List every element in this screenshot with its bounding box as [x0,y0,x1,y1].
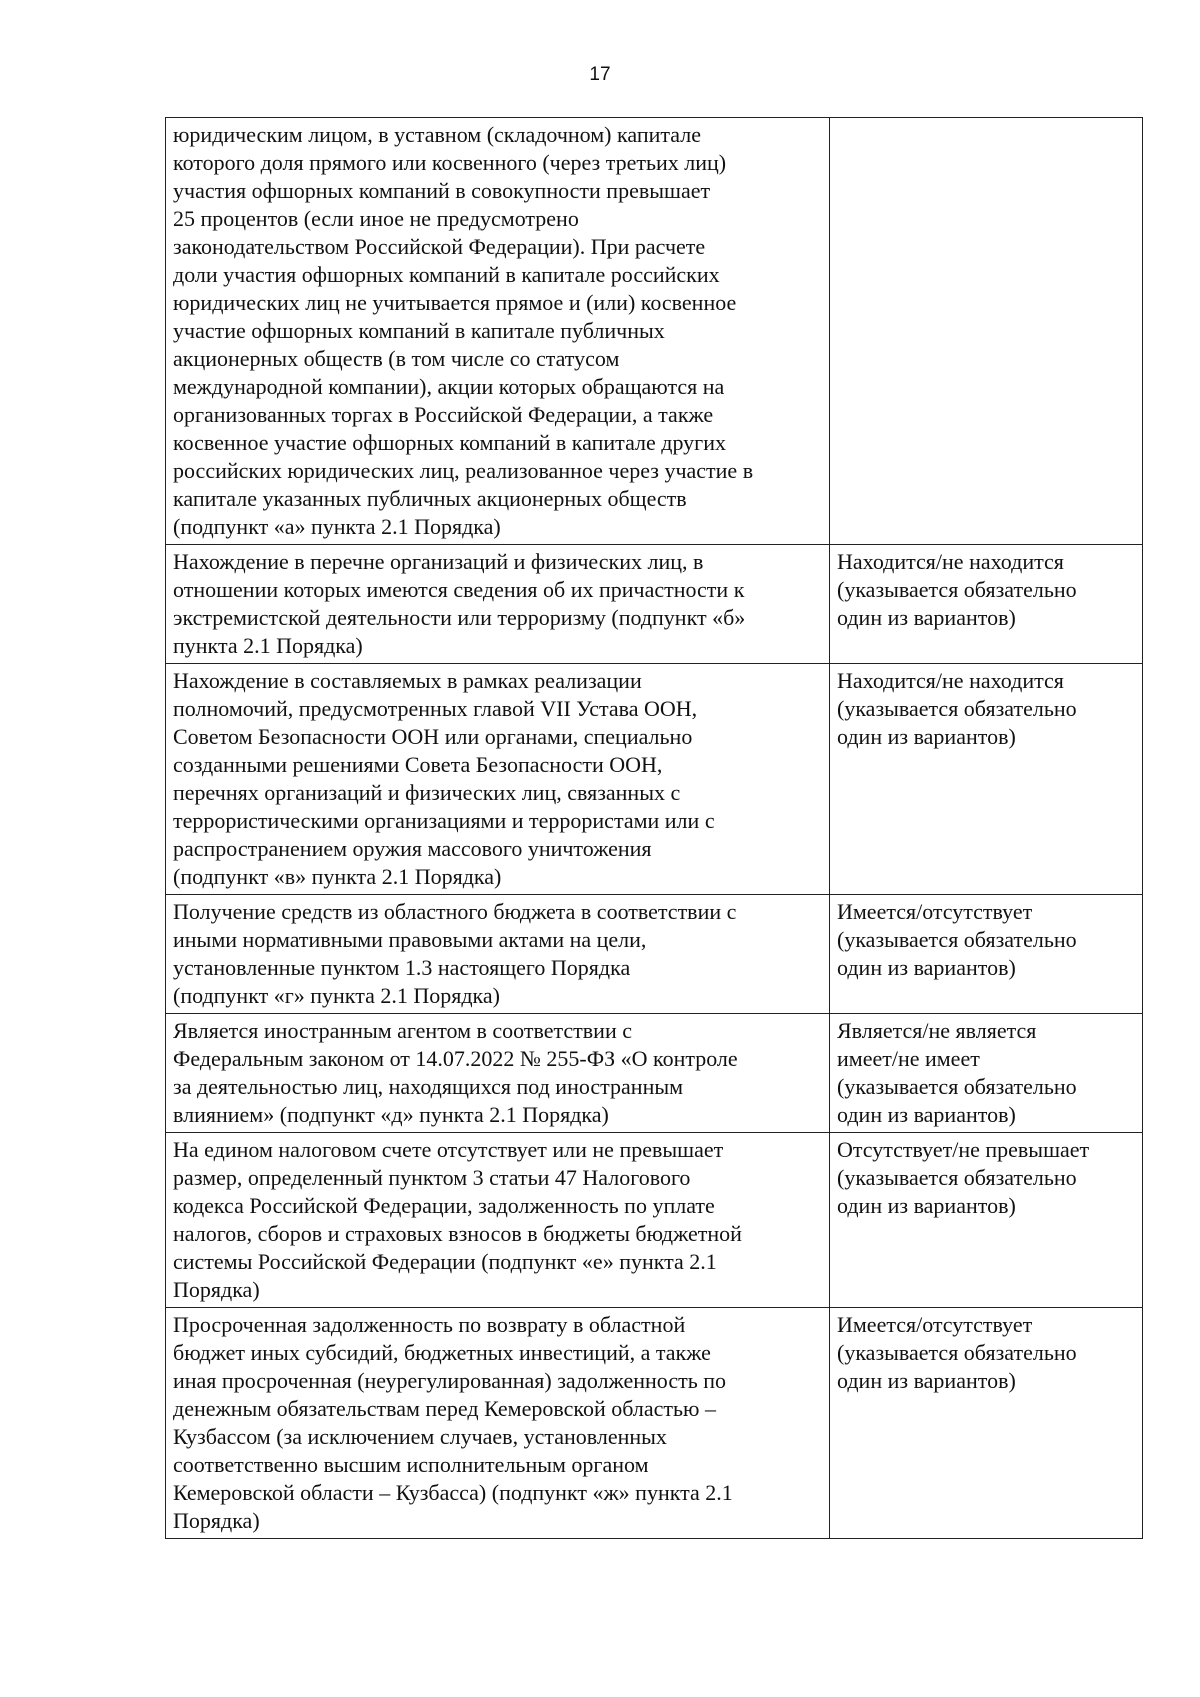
value-text-line: один из вариантов) [837,1193,1016,1218]
value-cell [830,895,1143,1014]
criterion-text-line: экстремистской деятельности или терроризму (подпункт «б» [173,605,746,630]
criterion-text-line: участие офшорных компаний в капитале публичных [173,318,665,343]
criterion-text-line: распространением оружия массового уничтожения [173,836,652,861]
criterion-text-line: отношении которых имеются сведения об их причастности к [173,577,745,602]
criterion-text-line: которого доля прямого или косвенного (через третьих лиц) [173,150,727,175]
table-row [166,1308,1143,1539]
value-text-line: (указывается обязательно [837,1074,1077,1099]
criterion-text-line: иными нормативными правовыми актами на цели, [173,927,647,952]
value-text-line: (указывается обязательно [837,1165,1077,1190]
criterion-text-line: Нахождение в перечне организаций и физических лиц, в [173,549,704,574]
criterion-text-line: террористическими организациями и террористами или с [173,808,715,833]
criterion-text-line: Порядка) [173,1277,260,1302]
value-text-line: (указывается обязательно [837,577,1077,602]
value-text-line: Является/не является [837,1018,1037,1043]
criterion-text-line: российских юридических лиц, реализованное через участие в [173,458,754,483]
criterion-text-line: за деятельностью лиц, находящихся под иностранным [173,1074,684,1099]
criterion-text-line: акционерных обществ (в том числе со статусом [173,346,620,371]
criteria-table [165,117,1143,1539]
criterion-text-line: юридическим лицом, в уставном (складочном) капитале [173,122,701,147]
value-cell [830,664,1143,895]
value-text-line: один из вариантов) [837,1368,1016,1393]
criterion-cell [166,664,830,895]
criterion-text-line: законодательством Российской Федерации). При расчете [173,234,706,259]
criterion-text-line: юридических лиц не учитывается прямое и (или) косвенное [173,290,737,315]
value-text-line: имеет/не имеет [837,1046,980,1071]
criterion-text-line: Нахождение в составляемых в рамках реализации [173,668,642,693]
criterion-text-line: денежным обязательствам перед Кемеровской областью – [173,1396,716,1421]
criterion-text-line: созданными решениями Совета Безопасности ООН, [173,752,663,777]
criterion-text-line: кодекса Российской Федерации, задолженность по уплате [173,1193,715,1218]
criterion-text-line: бюджет иных субсидий, бюджетных инвестиций, а также [173,1340,711,1365]
criterion-text-line: перечнях организаций и физических лиц, связанных с [173,780,681,805]
value-text-line: Находится/не находится [837,668,1064,693]
value-text-line: Имеется/отсутствует [837,899,1033,924]
value-text-line: один из вариантов) [837,955,1016,980]
criterion-text-line: Советом Безопасности ООН или органами, специально [173,724,693,749]
criterion-text-line: 25 процентов (если иное не предусмотрено [173,206,579,231]
criterion-text-line: участия офшорных компаний в совокупности превышает [173,178,711,203]
criterion-cell [166,895,830,1014]
criterion-text-line: иная просроченная (неурегулированная) задолженность по [173,1368,727,1393]
criterion-text-line: соответственно высшим исполнительным органом [173,1452,649,1477]
criterion-text-line: Порядка) [173,1508,260,1533]
criterion-text-line: На едином налоговом счете отсутствует или не превышает [173,1137,724,1162]
criterion-text-line: Просроченная задолженность по возврату в областной [173,1312,686,1337]
criterion-text-line: (подпункт «г» пункта 2.1 Порядка) [173,983,500,1008]
criterion-cell [166,545,830,664]
table-row [166,118,1143,545]
criterion-text-line: Федеральным законом от 14.07.2022 № 255-ФЗ «О контроле [173,1046,738,1071]
value-text-line: Находится/не находится [837,549,1064,574]
criterion-text-line: полномочий, предусмотренных главой VII Устава ООН, [173,696,698,721]
value-text-line: один из вариантов) [837,1102,1016,1127]
criterion-text-line: доли участия офшорных компаний в капитале российских [173,262,720,287]
value-text-line: один из вариантов) [837,724,1016,749]
value-cell [830,1014,1143,1133]
criterion-text-line: Кузбассом (за исключением случаев, установленных [173,1424,667,1449]
table-row [166,895,1143,1014]
criterion-text-line: организованных торгах в Российской Федерации, а также [173,402,714,427]
criterion-text-line: косвенное участие офшорных компаний в капитале других [173,430,726,455]
page-number: 17 [589,64,611,85]
value-text-line: (указывается обязательно [837,696,1077,721]
criterion-text-line: Является иностранным агентом в соответствии с [173,1018,632,1043]
criterion-text-line: налогов, сборов и страховых взносов в бюджеты бюджетной [173,1221,742,1246]
value-cell [830,545,1143,664]
criterion-text-line: установленные пунктом 1.3 настоящего Порядка [173,955,631,980]
criterion-text-line: международной компании), акции которых обращаются на [173,374,725,399]
value-text-line: Отсутствует/не превышает [837,1137,1090,1162]
table-row [166,1014,1143,1133]
table-row [166,1133,1143,1308]
criterion-text-line: системы Российской Федерации (подпункт «е» пункта 2.1 [173,1249,717,1274]
value-cell [830,1308,1143,1539]
criterion-text-line: влиянием» (подпункт «д» пункта 2.1 Порядка) [173,1102,609,1127]
criterion-cell [166,118,830,545]
value-text-line: (указывается обязательно [837,1340,1077,1365]
value-text-line: (указывается обязательно [837,927,1077,952]
criterion-text-line: пункта 2.1 Порядка) [173,633,363,658]
criterion-cell [166,1014,830,1133]
criterion-cell [166,1308,830,1539]
criterion-text-line: капитале указанных публичных акционерных обществ [173,486,687,511]
criterion-text-line: Получение средств из областного бюджета в соответствии с [173,899,737,924]
criterion-text-line: (подпункт «в» пункта 2.1 Порядка) [173,864,502,889]
table-row [166,545,1143,664]
value-text-line: Имеется/отсутствует [837,1312,1033,1337]
table-row [166,664,1143,895]
criterion-cell [166,1133,830,1308]
criterion-text-line: размер, определенный пунктом 3 статьи 47 Налогового [173,1165,691,1190]
value-cell [830,1133,1143,1308]
criteria-table-body [166,118,1143,1539]
criterion-text-line: (подпункт «а» пункта 2.1 Порядка) [173,514,501,539]
criterion-text-line: Кемеровской области – Кузбасса) (подпункт «ж» пункта 2.1 [173,1480,733,1505]
value-cell [830,118,1143,545]
value-text-line: один из вариантов) [837,605,1016,630]
